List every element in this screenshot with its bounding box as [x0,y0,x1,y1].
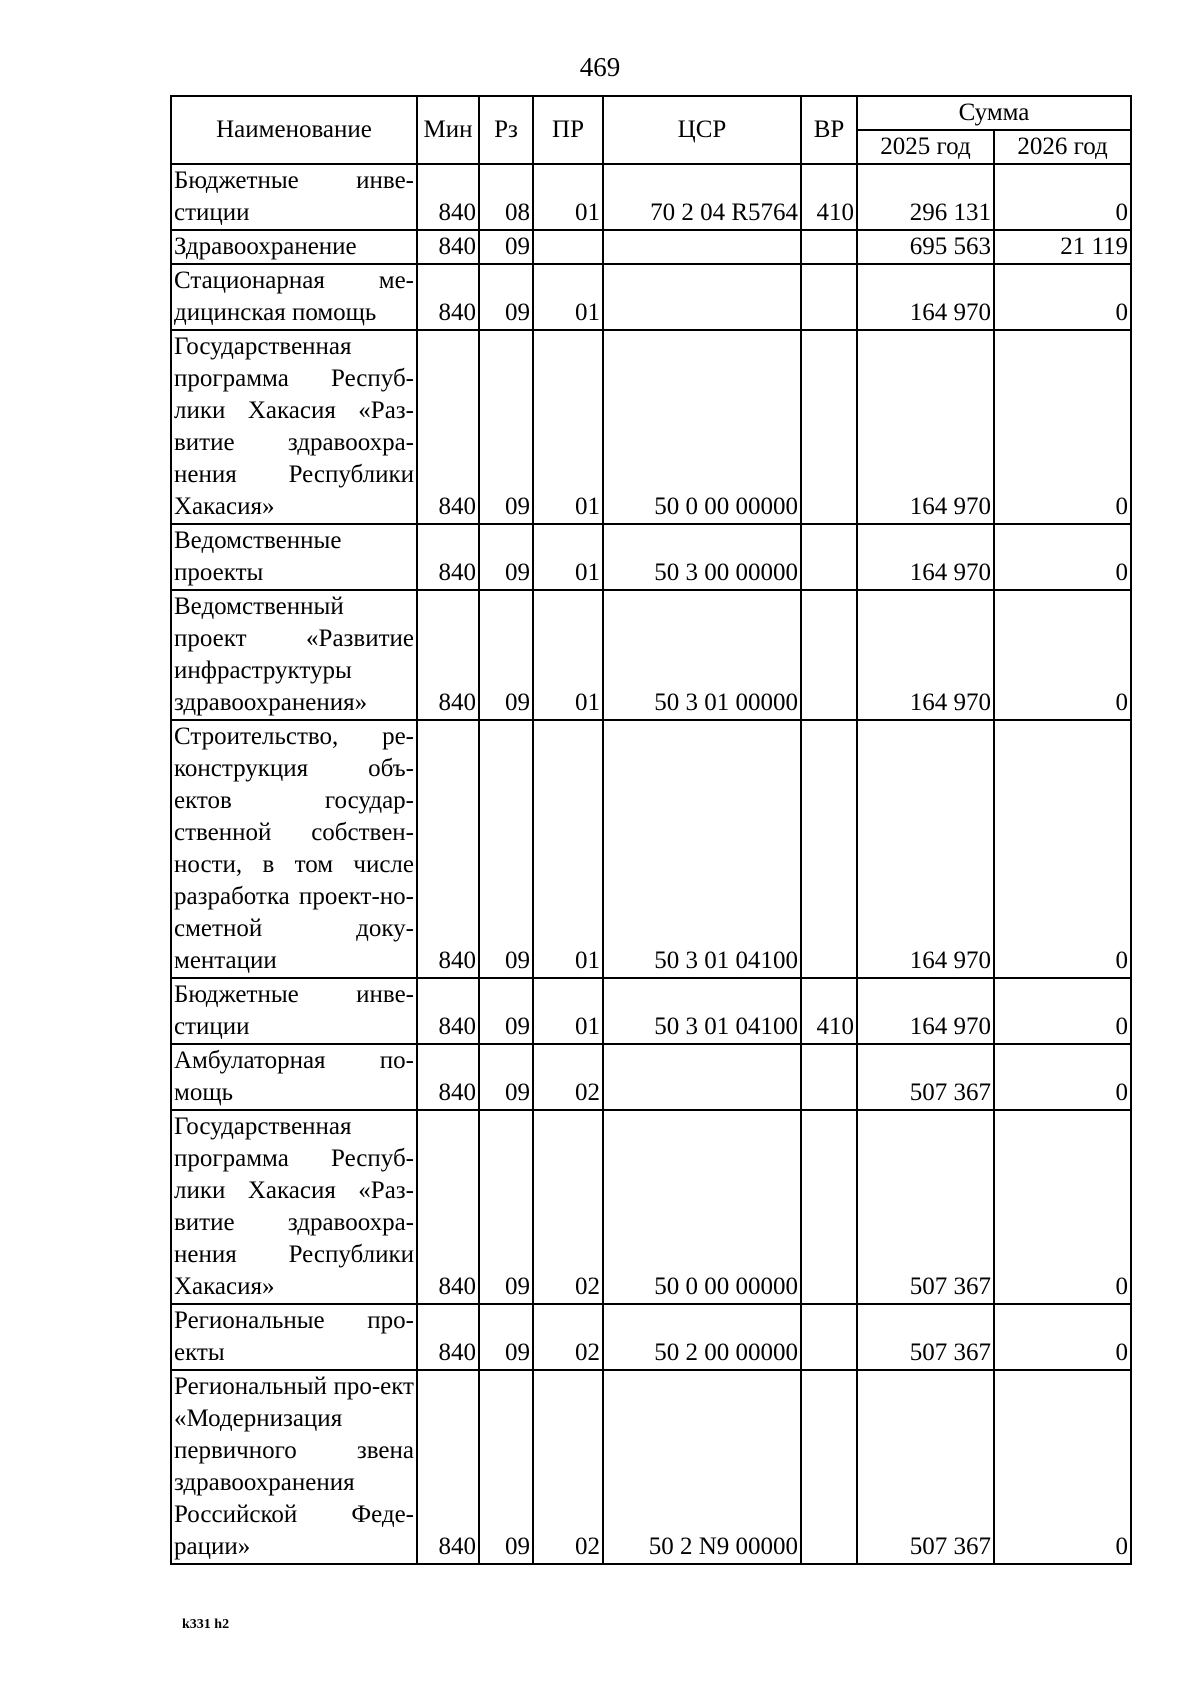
cell-min: 840 [417,524,479,590]
header-year-2026: 2026 год [994,130,1131,164]
cell-pr: 02 [533,1044,603,1110]
footer-code: k331 h2 [182,1617,230,1632]
header-pr: ПР [533,96,603,164]
cell-name: Ведомственный проект «Развитие инфраструктуры здравоохранения» [171,590,417,720]
cell-sum-2026: 0 [994,1304,1131,1370]
cell-pr [533,230,603,264]
cell-csr: 50 3 01 00000 [603,590,801,720]
cell-rz: 09 [479,1304,533,1370]
cell-min: 840 [417,164,479,230]
cell-sum-2025: 507 367 [857,1370,994,1564]
cell-vr [801,264,857,330]
table-row [171,1044,1131,1110]
cell-sum-2026: 21 119 [994,230,1131,264]
cell-csr: 50 2 N9 00000 [603,1370,801,1564]
cell-min: 840 [417,230,479,264]
cell-csr: 50 3 01 04100 [603,978,801,1044]
cell-name: Региональные про-екты [171,1304,417,1370]
cell-rz: 09 [479,264,533,330]
cell-rz: 09 [479,1370,533,1564]
header-vr: ВР [801,96,857,164]
cell-csr: 50 3 00 00000 [603,524,801,590]
cell-sum-2025: 507 367 [857,1304,994,1370]
cell-sum-2026: 0 [994,978,1131,1044]
cell-sum-2026: 0 [994,720,1131,978]
cell-min: 840 [417,1370,479,1564]
cell-min: 840 [417,590,479,720]
cell-min: 840 [417,264,479,330]
table-row [171,230,1131,264]
cell-name: Бюджетные инве-стиции [171,164,417,230]
cell-vr: 410 [801,164,857,230]
cell-csr: 70 2 04 R5764 [603,164,801,230]
table-row [171,978,1131,1044]
table-body [171,164,1131,1564]
cell-name: Строительство, ре-конструкция объ-ектов государ-ственной собствен-ности, в том числе разработка проект-но-сметной доку-ментации [171,720,417,978]
table-row [171,264,1131,330]
cell-sum-2026: 0 [994,1044,1131,1110]
cell-min: 840 [417,720,479,978]
cell-sum-2025: 164 970 [857,720,994,978]
table-row [171,1370,1131,1564]
header-year-2025: 2025 год [857,130,994,164]
header-name: Наименование [171,96,417,164]
table-row [171,590,1131,720]
cell-sum-2025: 164 970 [857,590,994,720]
cell-min: 840 [417,1044,479,1110]
cell-sum-2026: 0 [994,590,1131,720]
cell-rz: 09 [479,978,533,1044]
cell-sum-2025: 507 367 [857,1110,994,1304]
cell-sum-2026: 0 [994,164,1131,230]
cell-csr [603,264,801,330]
cell-rz: 09 [479,1044,533,1110]
cell-csr: 50 0 00 00000 [603,1110,801,1304]
header-min: Мин [417,96,479,164]
table-row [171,1304,1131,1370]
header-row-1 [171,96,1131,130]
table-row [171,1110,1131,1304]
cell-name: Амбулаторная по-мощь [171,1044,417,1110]
table-row [171,330,1131,524]
cell-pr: 01 [533,164,603,230]
cell-sum-2025: 164 970 [857,264,994,330]
table-row [171,720,1131,978]
header-sum: Сумма [857,96,1131,130]
cell-csr: 50 3 01 04100 [603,720,801,978]
cell-min: 840 [417,330,479,524]
cell-rz: 09 [479,590,533,720]
cell-rz: 09 [479,230,533,264]
cell-name: Стационарная ме-дицинская помощь [171,264,417,330]
cell-rz: 09 [479,330,533,524]
cell-rz: 09 [479,524,533,590]
cell-min: 840 [417,1110,479,1304]
header-rz: Рз [479,96,533,164]
cell-csr [603,1044,801,1110]
cell-vr [801,1304,857,1370]
cell-rz: 09 [479,1110,533,1304]
cell-rz: 09 [479,720,533,978]
cell-rz: 08 [479,164,533,230]
cell-name: Государственная программа Респуб-лики Хакасия «Раз-витие здравоохра-нения Республики Хакасия» [171,330,417,524]
header-csr: ЦСР [603,96,801,164]
cell-sum-2025: 695 563 [857,230,994,264]
page-number: 469 [579,52,621,82]
cell-name: Государственная программа Респуб-лики Хакасия «Раз-витие здравоохра-нения Республики Хакасия» [171,1110,417,1304]
cell-csr [603,230,801,264]
budget-table [170,95,1132,1565]
cell-sum-2025: 164 970 [857,978,994,1044]
cell-pr: 01 [533,524,603,590]
cell-sum-2025: 164 970 [857,524,994,590]
cell-csr: 50 2 00 00000 [603,1304,801,1370]
cell-name: Ведомственные проекты [171,524,417,590]
cell-pr: 02 [533,1370,603,1564]
cell-pr: 01 [533,590,603,720]
cell-sum-2026: 0 [994,330,1131,524]
cell-sum-2026: 0 [994,264,1131,330]
cell-vr [801,230,857,264]
cell-name: Региональный про-ект «Модернизация первичного звена здравоохранения Российской Феде-рации» [171,1370,417,1564]
cell-vr [801,1370,857,1564]
cell-pr: 01 [533,264,603,330]
cell-pr: 02 [533,1110,603,1304]
cell-vr [801,590,857,720]
cell-name: Бюджетные инве-стиции [171,978,417,1044]
cell-sum-2026: 0 [994,1110,1131,1304]
table-row [171,164,1131,230]
cell-sum-2026: 0 [994,524,1131,590]
cell-vr [801,330,857,524]
cell-vr [801,1044,857,1110]
cell-vr: 410 [801,978,857,1044]
cell-vr [801,1110,857,1304]
cell-sum-2025: 164 970 [857,330,994,524]
cell-min: 840 [417,1304,479,1370]
cell-vr [801,524,857,590]
cell-name: Здравоохранение [171,230,417,264]
cell-pr: 02 [533,1304,603,1370]
cell-sum-2026: 0 [994,1370,1131,1564]
cell-min: 840 [417,978,479,1044]
cell-sum-2025: 296 131 [857,164,994,230]
cell-sum-2025: 507 367 [857,1044,994,1110]
cell-pr: 01 [533,720,603,978]
cell-vr [801,720,857,978]
cell-pr: 01 [533,330,603,524]
cell-csr: 50 0 00 00000 [603,330,801,524]
table-header [171,96,1131,164]
table-row [171,524,1131,590]
cell-pr: 01 [533,978,603,1044]
